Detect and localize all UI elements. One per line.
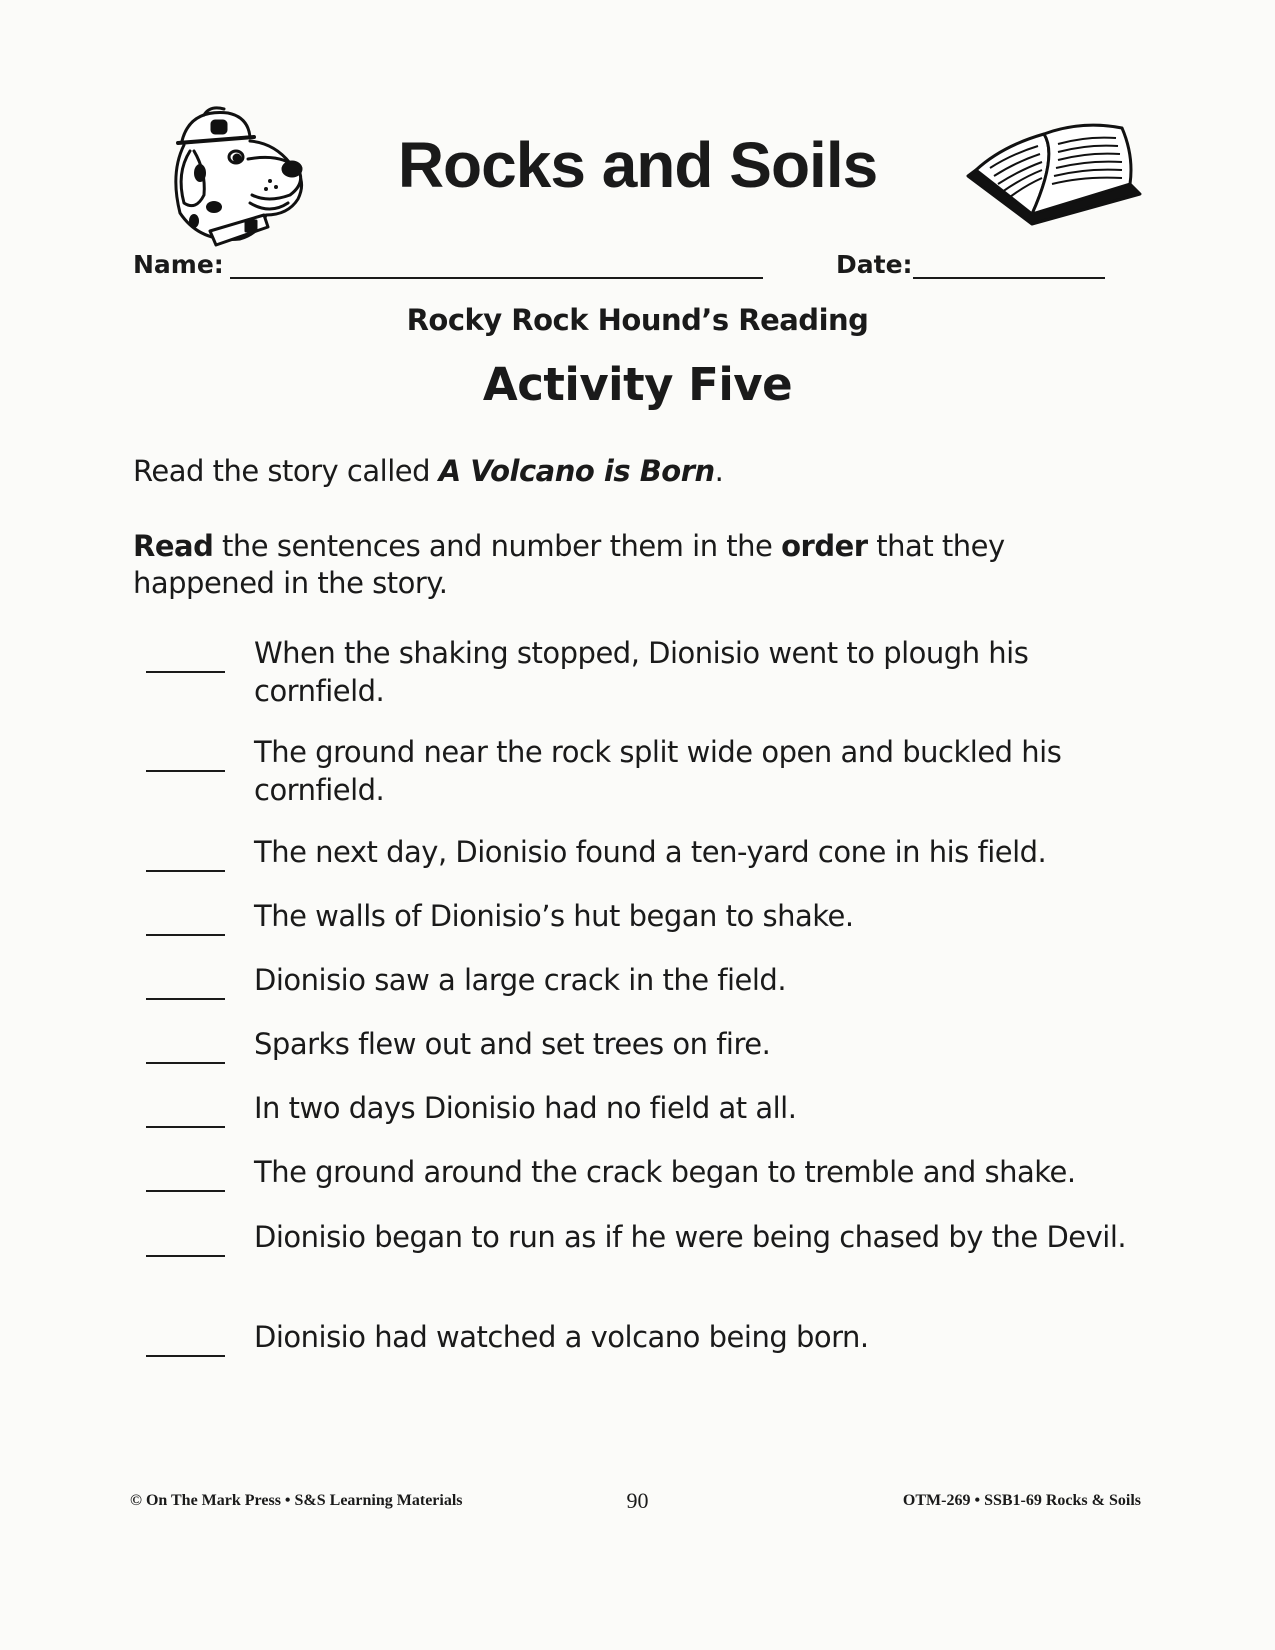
instruction-text: Read the story called bbox=[133, 454, 439, 488]
open-book-icon bbox=[962, 122, 1148, 238]
subtitle: Rocky Rock Hound’s Reading bbox=[406, 303, 869, 337]
list-item: The next day, Dionisio found a ten-yard cone in his field. bbox=[254, 835, 1047, 869]
answer-blank[interactable] bbox=[146, 1255, 225, 1257]
answer-blank[interactable] bbox=[146, 1190, 225, 1192]
answer-blank[interactable] bbox=[146, 870, 225, 872]
answer-blank[interactable] bbox=[146, 1126, 225, 1128]
footer-copyright: © On The Mark Press • S&S Learning Materials bbox=[130, 1492, 463, 1509]
story-title: A Volcano is Born bbox=[438, 454, 715, 488]
page-title: Rocks and Soils bbox=[397, 129, 878, 201]
footer-product-code: OTM-269 • SSB1-69 Rocks & Soils bbox=[902, 1492, 1141, 1509]
list-item: The ground near the rock split wide open and buckled his cornfield. bbox=[254, 735, 1062, 807]
date-label: Date: bbox=[836, 250, 913, 279]
instruction-text: the sentences and number them in the bbox=[213, 529, 782, 563]
list-item: Dionisio had watched a volcano being born. bbox=[254, 1320, 869, 1354]
page-number: 90 bbox=[626, 1488, 649, 1513]
activity-title: Activity Five bbox=[482, 358, 793, 411]
instruction-order bbox=[133, 528, 1133, 602]
list-item: Sparks flew out and set trees on fire. bbox=[254, 1027, 771, 1061]
answer-blank[interactable] bbox=[146, 1062, 225, 1064]
instruction-read-story bbox=[133, 453, 1133, 490]
instruction-punctuation: . bbox=[714, 454, 724, 488]
instruction-order-word: order bbox=[781, 529, 868, 563]
name-label: Name: bbox=[133, 250, 224, 279]
name-field[interactable] bbox=[230, 277, 763, 279]
instruction-read-word: Read bbox=[133, 529, 214, 563]
list-item: The ground around the crack began to tremble and shake. bbox=[254, 1155, 1076, 1189]
answer-blank[interactable] bbox=[146, 1355, 225, 1357]
instruction-text: that they happened in the story. bbox=[133, 529, 1005, 600]
answer-blank[interactable] bbox=[146, 998, 225, 1000]
date-field[interactable] bbox=[913, 277, 1105, 279]
answer-blank[interactable] bbox=[146, 934, 225, 936]
answer-blank[interactable] bbox=[146, 671, 225, 673]
list-item: In two days Dionisio had no field at all. bbox=[254, 1091, 797, 1125]
list-item: Dionisio saw a large crack in the field. bbox=[254, 963, 787, 997]
list-item: When the shaking stopped, Dionisio went to plough his cornfield. bbox=[254, 636, 1029, 708]
list-item: Dionisio began to run as if he were being chased by the Devil. bbox=[254, 1220, 1127, 1254]
list-item: The walls of Dionisio’s hut began to shake. bbox=[254, 899, 854, 933]
answer-blank[interactable] bbox=[146, 770, 225, 772]
